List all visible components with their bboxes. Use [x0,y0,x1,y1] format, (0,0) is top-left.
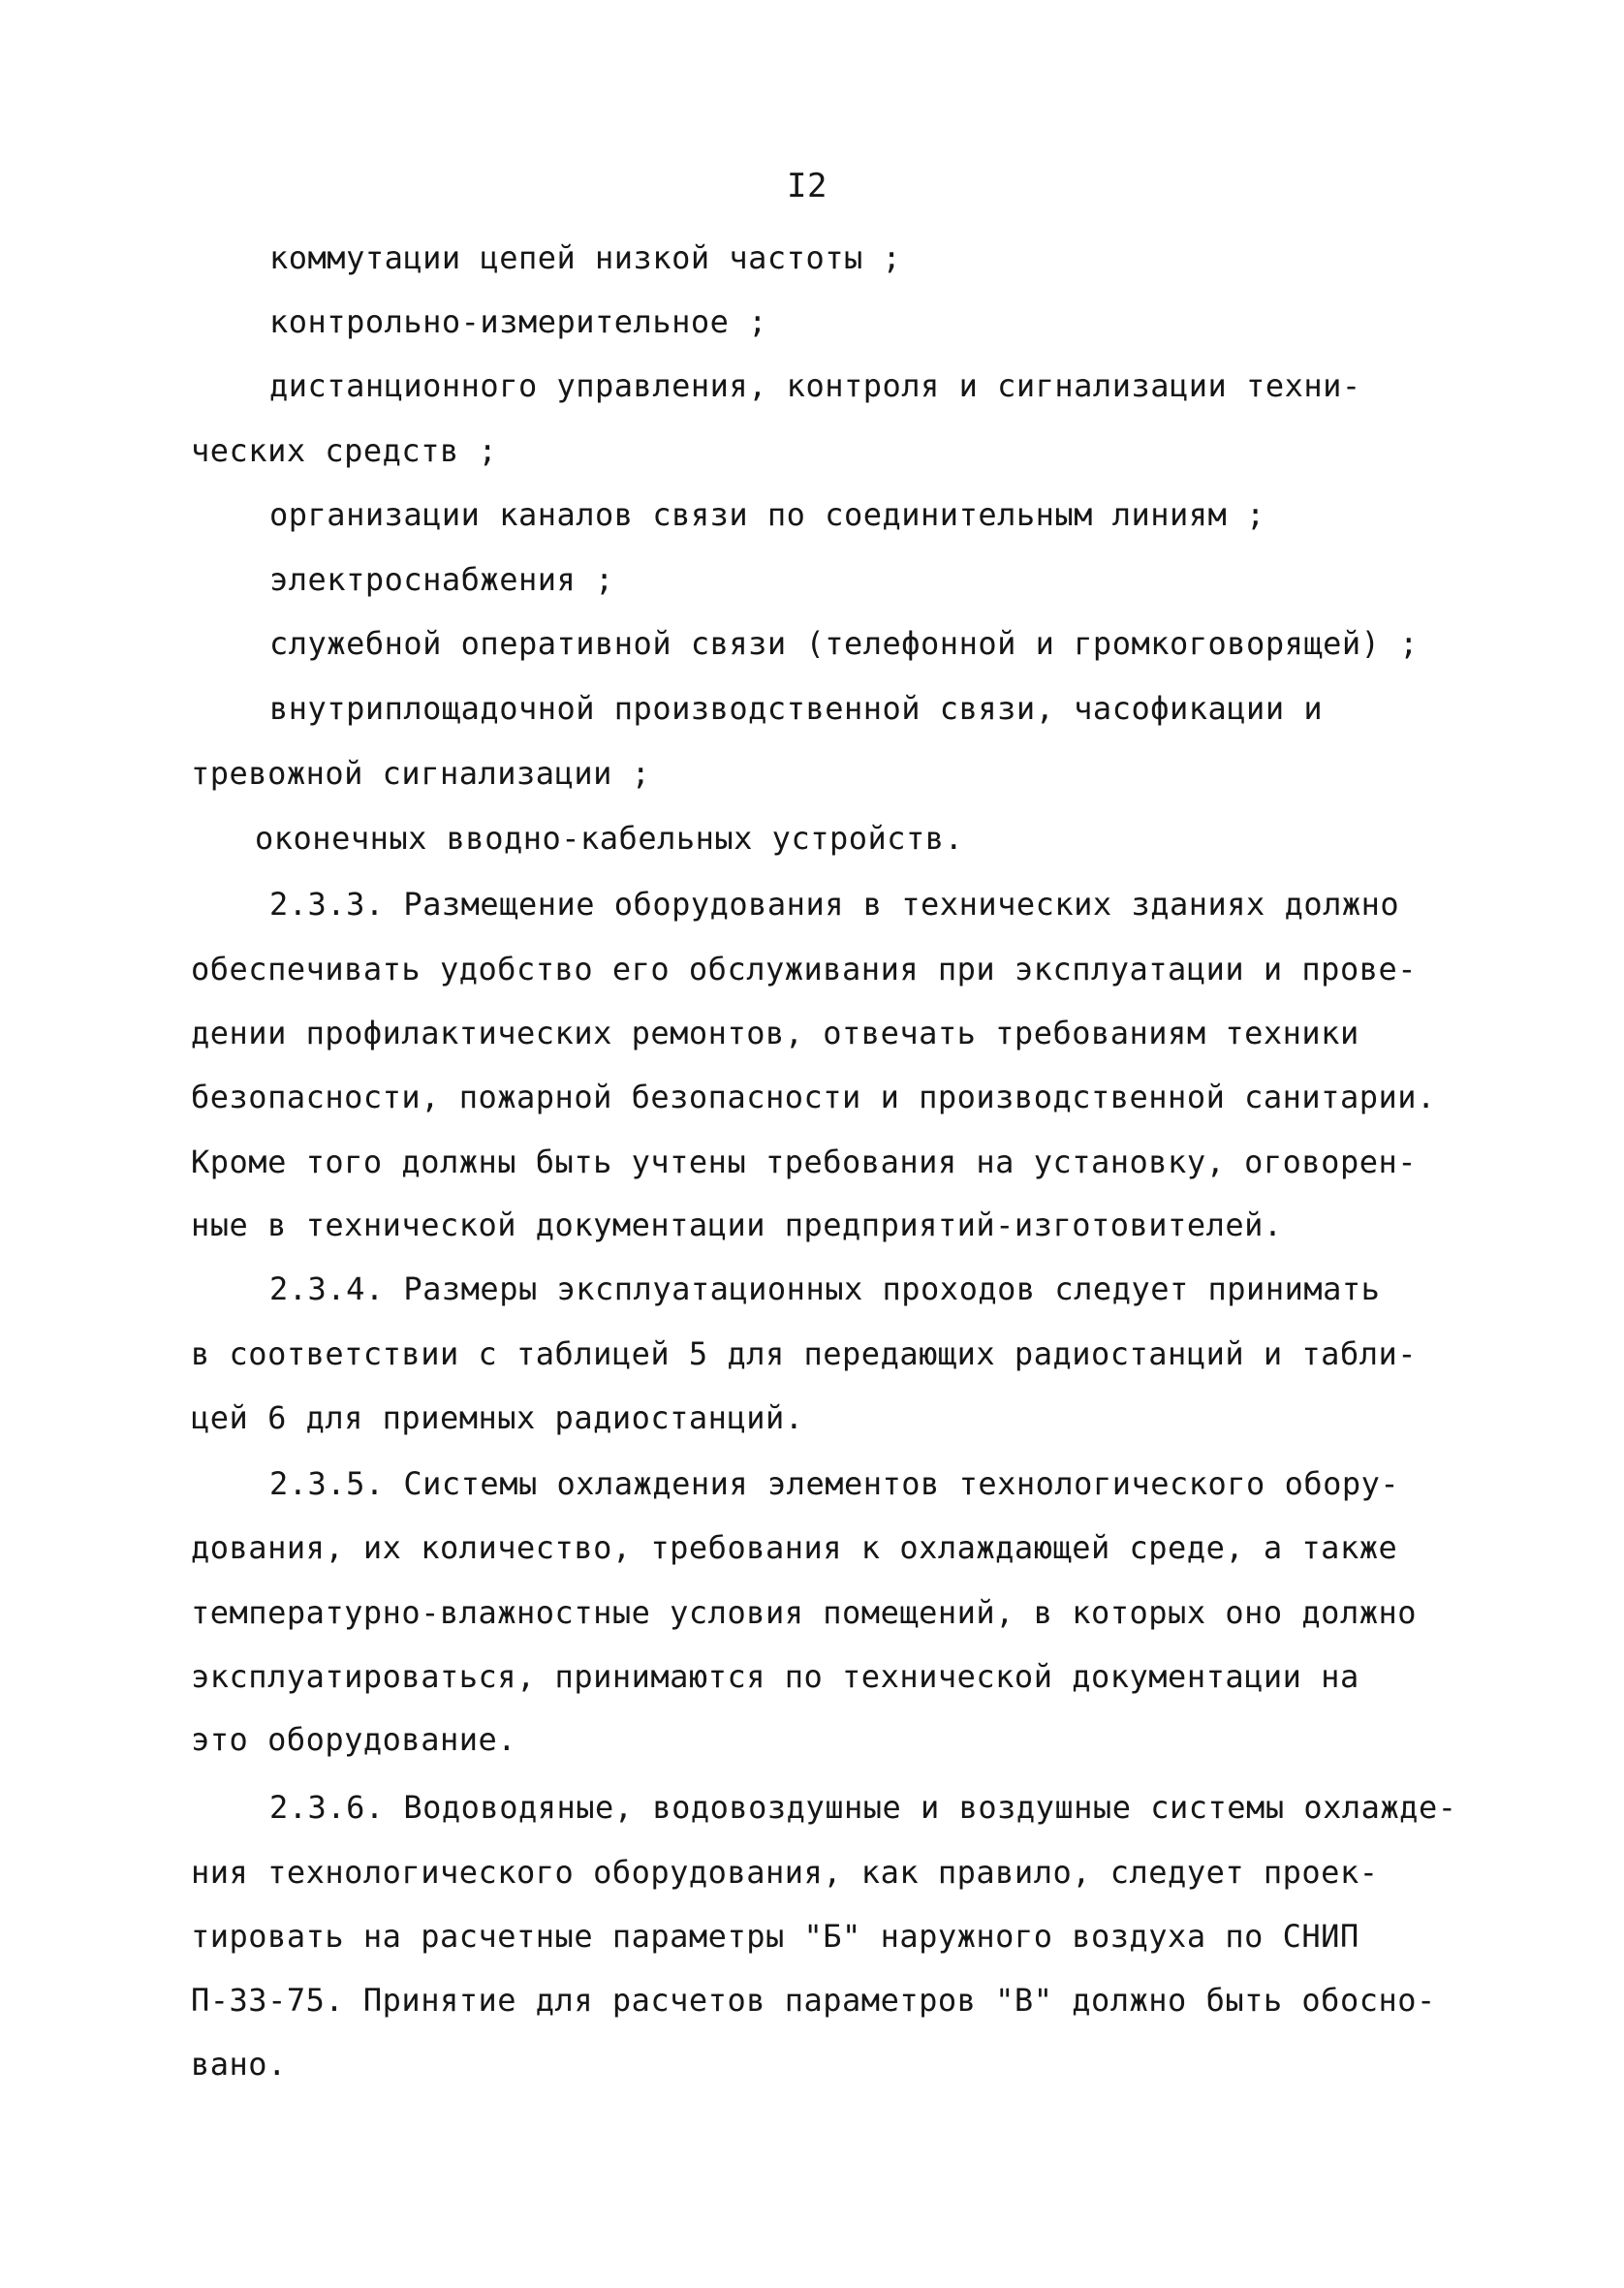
paragraph-2-3-6-line: вано. [191,2046,287,2083]
paragraph-2-3-5-line: температурно-влажностные условия помещений, в которых оно должно [191,1594,1417,1631]
paragraph-2-3-5-line: эксплуатироваться, принимаются по технической документации на [191,1658,1359,1695]
paragraph-2-3-3-line: обеспечивать удобство его обслуживания при эксплуатации и прове- [191,951,1417,987]
list-item: коммутации цепей низкой частоты ; [269,239,902,276]
paragraph-2-3-6-line: П-33-75. Принятие для расчетов параметров "В" должно быть обосно- [191,1982,1436,2019]
list-item: контрольно-измерительное ; [269,303,767,340]
paragraph-2-3-6-line: ния технологического оборудования, как правило, следует проек- [191,1854,1379,1891]
paragraph-2-3-4-line: в соответствии с таблицей 5 для передающих радиостанций и табли- [191,1335,1417,1372]
paragraph-2-3-5-line: 2.3.5. Системы охлаждения элементов технологического обору- [269,1465,1400,1502]
paragraph-2-3-4-line: 2.3.4. Размеры эксплуатационных проходов следует принимать [269,1270,1381,1307]
paragraph-2-3-3-line: дении профилактических ремонтов, отвечать требованиям техники [191,1015,1359,1051]
list-item: электроснабжения ; [269,561,614,598]
paragraph-2-3-5-line: это оборудование. [191,1721,517,1758]
paragraph-2-3-3-line: безопасности, пожарной безопасности и производственной санитарии. [191,1079,1436,1115]
list-item: организации каналов связи по соединительным линиям ; [269,496,1265,533]
paragraph-2-3-4-line: цей 6 для приемных радиостанций. [191,1399,804,1436]
paragraph-2-3-6-line: 2.3.6. Водоводяные, водовоздушные и воздушные системы охлажде- [269,1789,1457,1826]
paragraph-2-3-5-line: дования, их количество, требования к охлаждающей среде, а также [191,1529,1398,1566]
list-item: служебной оперативной связи (телефонной и громкоговорящей) ; [269,625,1419,662]
page-number: I2 [787,167,828,205]
paragraph-2-3-3-line: Кроме того должны быть учтены требования на установку, оговорен- [191,1144,1417,1180]
list-item: ческих средств ; [191,432,498,469]
list-item: дистанционного управления, контроля и сигнализации техни- [269,367,1361,404]
list-item: оконечных вводно-кабельных устройств. [255,820,964,857]
list-item: тревожной сигнализации ; [191,755,651,792]
paragraph-2-3-6-line: тировать на расчетные параметры "Б" наружного воздуха по СНИП [191,1918,1359,1955]
list-item: внутриплощадочной производственной связи, часофикации и [269,690,1324,727]
paragraph-2-3-3-line: ные в технической документации предприятий-изготовителей. [191,1207,1283,1243]
paragraph-2-3-3-line: 2.3.3. Размещение оборудования в технических зданиях должно [269,886,1400,923]
